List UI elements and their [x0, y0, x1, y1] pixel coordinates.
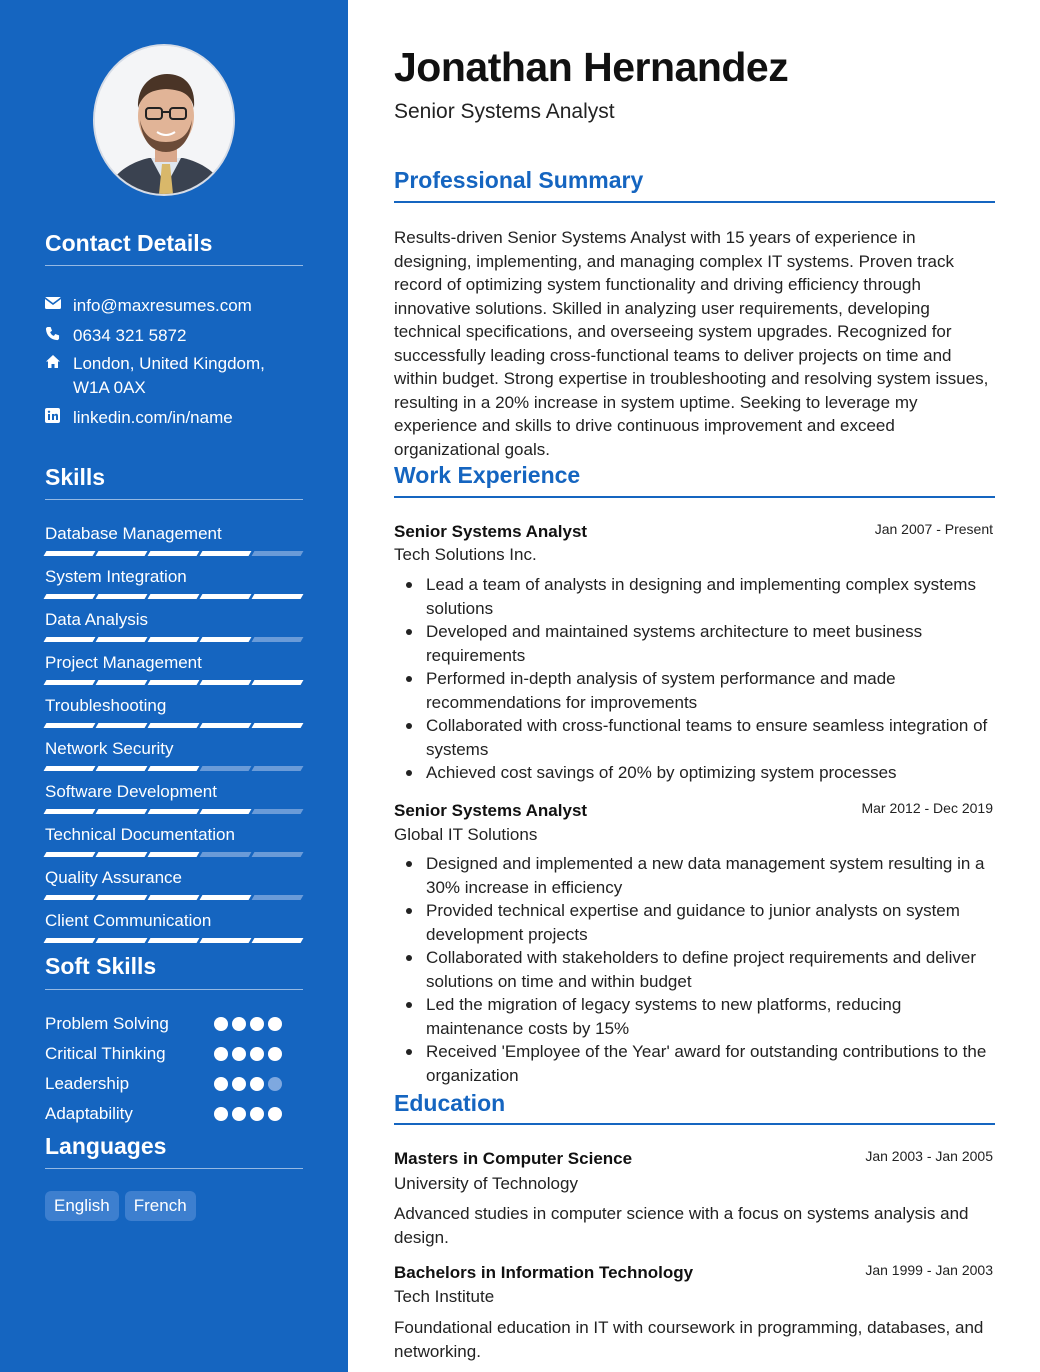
rating-dot — [232, 1107, 246, 1121]
contact-linkedin[interactable] — [45, 406, 305, 430]
skill-level-segment — [96, 766, 148, 771]
rating-dot — [232, 1047, 246, 1061]
skill-label: Data Analysis — [45, 610, 148, 629]
job-bullets — [426, 573, 996, 785]
skill-level-segment — [252, 551, 304, 556]
person-name: Jonathan Hernandez — [394, 44, 789, 90]
skill-level-segment — [252, 809, 304, 814]
skill-level-segment — [148, 594, 200, 599]
skill-level-segment — [200, 551, 252, 556]
education-divider — [394, 1123, 995, 1125]
rating-dot — [250, 1017, 264, 1031]
skill-level-segment — [200, 594, 252, 599]
skill-level-bar — [45, 551, 303, 557]
soft-skills-divider — [45, 989, 303, 990]
job-bullet: Developed and maintained systems architecture to meet business requirements — [426, 620, 996, 667]
skill-label: Client Communication — [45, 911, 212, 930]
skill-level-segment — [252, 852, 304, 857]
skill-item — [45, 567, 303, 600]
soft-skills-title: Soft Skills — [45, 953, 157, 979]
skill-level-bar — [45, 809, 303, 815]
soft-skill-rating — [214, 1017, 282, 1031]
skill-level-segment — [252, 895, 304, 900]
skill-level-segment — [44, 551, 96, 556]
skill-item — [45, 782, 303, 815]
job-bullet: Lead a team of analysts in designing and implementing complex systems solutions — [426, 573, 996, 620]
rating-dot — [214, 1017, 228, 1031]
skill-level-bar — [45, 895, 303, 901]
skill-level-segment — [252, 594, 304, 599]
contact-email[interactable] — [45, 294, 305, 318]
contact-phone[interactable] — [45, 324, 305, 348]
job-bullet: Provided technical expertise and guidance to junior analysts on system development projects — [426, 899, 996, 946]
rating-dot — [250, 1107, 264, 1121]
skill-level-bar — [45, 637, 303, 643]
summary-text: Results-driven Senior Systems Analyst with 15 years of experience in designing, implementing, and managing complex IT systems. Proven track record of optimizing system functionality and driving efficiency through innovative solutions. Skilled in analyzing user requirements, developing technical specifications, and overseeing system upgrades. Recognized for successfully leading cross-functional teams to deliver projects on time and within budget. Strong expertise in troubleshooting and resolving system issues, resulting in a 20% increase in system uptime. Seeking to leverage my experience and skills to drive continuous improvement and exceed organizational goals. — [394, 228, 989, 459]
person-role: Senior Systems Analyst — [394, 100, 615, 123]
linkedin-icon — [45, 406, 73, 428]
skill-level-bar — [45, 852, 303, 858]
rating-dot — [268, 1077, 282, 1091]
soft-skill-item — [45, 1043, 295, 1069]
skill-level-segment — [200, 895, 252, 900]
skill-level-segment — [148, 852, 200, 857]
skill-level-segment — [96, 723, 148, 728]
skill-item — [45, 524, 303, 557]
skill-level-segment — [148, 723, 200, 728]
skill-level-segment — [44, 938, 96, 943]
skill-level-segment — [44, 766, 96, 771]
skill-level-bar — [45, 723, 303, 729]
contact-divider — [45, 265, 303, 266]
skill-label: Technical Documentation — [45, 825, 235, 844]
soft-skill-rating — [214, 1047, 282, 1061]
rating-dot — [268, 1017, 282, 1031]
skill-level-segment — [148, 809, 200, 814]
languages-divider — [45, 1168, 303, 1169]
soft-skill-item — [45, 1013, 295, 1039]
skill-level-segment — [200, 852, 252, 857]
skill-level-segment — [148, 766, 200, 771]
rating-dot — [250, 1047, 264, 1061]
rating-dot — [214, 1077, 228, 1091]
job-bullet: Designed and implemented a new data management system resulting in a 30% increase in efficiency — [426, 852, 996, 899]
skill-level-segment — [148, 895, 200, 900]
contact-address — [45, 352, 305, 400]
languages-title: Languages — [45, 1133, 167, 1159]
skill-level-segment — [96, 680, 148, 685]
skill-label: Database Management — [45, 524, 222, 543]
skill-level-segment — [96, 637, 148, 642]
skill-level-segment — [96, 809, 148, 814]
job-company: Global IT Solutions — [394, 825, 538, 844]
skill-label: Software Development — [45, 782, 217, 801]
education-date: Jan 1999 - Jan 2003 — [865, 1262, 993, 1278]
soft-skill-label: Adaptability — [45, 1104, 133, 1123]
soft-skill-item — [45, 1073, 295, 1099]
skill-level-segment — [44, 895, 96, 900]
skill-level-segment — [252, 723, 304, 728]
envelope-icon — [45, 294, 73, 315]
education-degree: Masters in Computer Science — [394, 1149, 633, 1168]
skill-level-bar — [45, 766, 303, 772]
linkedin-text: linkedin.com/in/name — [73, 408, 233, 427]
rating-dot — [268, 1107, 282, 1121]
job-company: Tech Solutions Inc. — [394, 545, 537, 564]
phone-text: 0634 321 5872 — [73, 326, 187, 345]
education-date: Jan 2003 - Jan 2005 — [865, 1148, 993, 1164]
skill-level-segment — [200, 680, 252, 685]
education-school: University of Technology — [394, 1174, 578, 1193]
rating-dot — [214, 1047, 228, 1061]
job-bullet: Achieved cost savings of 20% by optimizing system processes — [426, 761, 996, 785]
job-bullet: Collaborated with cross-functional teams to ensure seamless integration of systems — [426, 714, 996, 761]
skill-item — [45, 696, 303, 729]
skill-level-segment — [252, 680, 304, 685]
soft-skill-label: Problem Solving — [45, 1014, 169, 1033]
education-description: Advanced studies in computer science with a focus on systems analysis and design. — [394, 1204, 969, 1247]
soft-skill-rating — [214, 1107, 282, 1121]
skill-level-segment — [148, 938, 200, 943]
soft-skill-label: Leadership — [45, 1074, 130, 1093]
skill-level-bar — [45, 594, 303, 600]
job-title: Senior Systems Analyst — [394, 522, 588, 541]
language-tag: English — [45, 1191, 119, 1221]
skill-level-segment — [44, 809, 96, 814]
skill-level-bar — [45, 938, 303, 944]
language-tag: French — [125, 1191, 196, 1221]
skill-level-segment — [200, 637, 252, 642]
job-bullet: Performed in-depth analysis of system performance and made recommendations for improvements — [426, 667, 996, 714]
soft-skill-label: Critical Thinking — [45, 1044, 166, 1063]
soft-skill-rating — [214, 1077, 282, 1091]
rating-dot — [250, 1077, 264, 1091]
skill-level-segment — [96, 852, 148, 857]
skill-item — [45, 739, 303, 772]
skill-level-segment — [96, 938, 148, 943]
job-bullet: Led the migration of legacy systems to new platforms, reducing maintenance costs by 15% — [426, 993, 996, 1040]
skill-level-segment — [200, 938, 252, 943]
skill-label: Project Management — [45, 653, 202, 672]
rating-dot — [268, 1047, 282, 1061]
skill-item — [45, 610, 303, 643]
rating-dot — [232, 1077, 246, 1091]
skill-level-segment — [200, 723, 252, 728]
skill-level-bar — [45, 680, 303, 686]
summary-title: Professional Summary — [394, 167, 644, 193]
home-icon — [45, 352, 73, 374]
email-text: info@maxresumes.com — [73, 296, 252, 315]
summary-divider — [394, 201, 995, 203]
contact-title: Contact Details — [45, 230, 213, 256]
skill-label: Network Security — [45, 739, 174, 758]
skill-level-segment — [200, 809, 252, 814]
job-bullet: Received 'Employee of the Year' award for outstanding contributions to the organization — [426, 1040, 996, 1087]
phone-icon — [45, 324, 73, 346]
skill-label: Troubleshooting — [45, 696, 167, 715]
job-title: Senior Systems Analyst — [394, 801, 588, 820]
experience-title: Work Experience — [394, 462, 581, 488]
education-title: Education — [394, 1090, 506, 1116]
job-date: Jan 2007 - Present — [874, 521, 993, 537]
job-bullets — [426, 852, 996, 1087]
skill-level-segment — [148, 637, 200, 642]
skill-level-segment — [148, 680, 200, 685]
skill-level-segment — [44, 594, 96, 599]
skill-level-segment — [96, 551, 148, 556]
education-degree: Bachelors in Information Technology — [394, 1263, 694, 1282]
experience-divider — [394, 496, 995, 498]
skills-title: Skills — [45, 464, 106, 490]
job-date: Mar 2012 - Dec 2019 — [861, 800, 993, 816]
skill-level-segment — [96, 895, 148, 900]
address-text: London, United Kingdom, W1A 0AX — [73, 354, 265, 397]
skill-level-segment — [148, 551, 200, 556]
skill-item — [45, 911, 303, 944]
job-bullet: Collaborated with stakeholders to define project requirements and deliver solutions on time and within budget — [426, 946, 996, 993]
languages-list — [45, 1191, 196, 1221]
skill-item — [45, 653, 303, 686]
sidebar — [0, 0, 348, 1372]
soft-skill-item — [45, 1103, 295, 1129]
skills-divider — [45, 499, 303, 500]
skill-level-segment — [96, 594, 148, 599]
skill-level-segment — [200, 766, 252, 771]
profile-photo — [93, 44, 235, 196]
skill-level-segment — [44, 723, 96, 728]
skill-level-segment — [44, 637, 96, 642]
skill-item — [45, 868, 303, 901]
skill-level-segment — [44, 852, 96, 857]
skill-level-segment — [44, 680, 96, 685]
skill-level-segment — [252, 938, 304, 943]
skill-level-segment — [252, 766, 304, 771]
skill-label: Quality Assurance — [45, 868, 183, 887]
skill-item — [45, 825, 303, 858]
education-description: Foundational education in IT with coursework in programming, databases, and networking. — [394, 1318, 984, 1361]
skill-level-segment — [252, 637, 304, 642]
rating-dot — [214, 1107, 228, 1121]
rating-dot — [232, 1017, 246, 1031]
education-school: Tech Institute — [394, 1287, 495, 1306]
skill-label: System Integration — [45, 567, 187, 586]
